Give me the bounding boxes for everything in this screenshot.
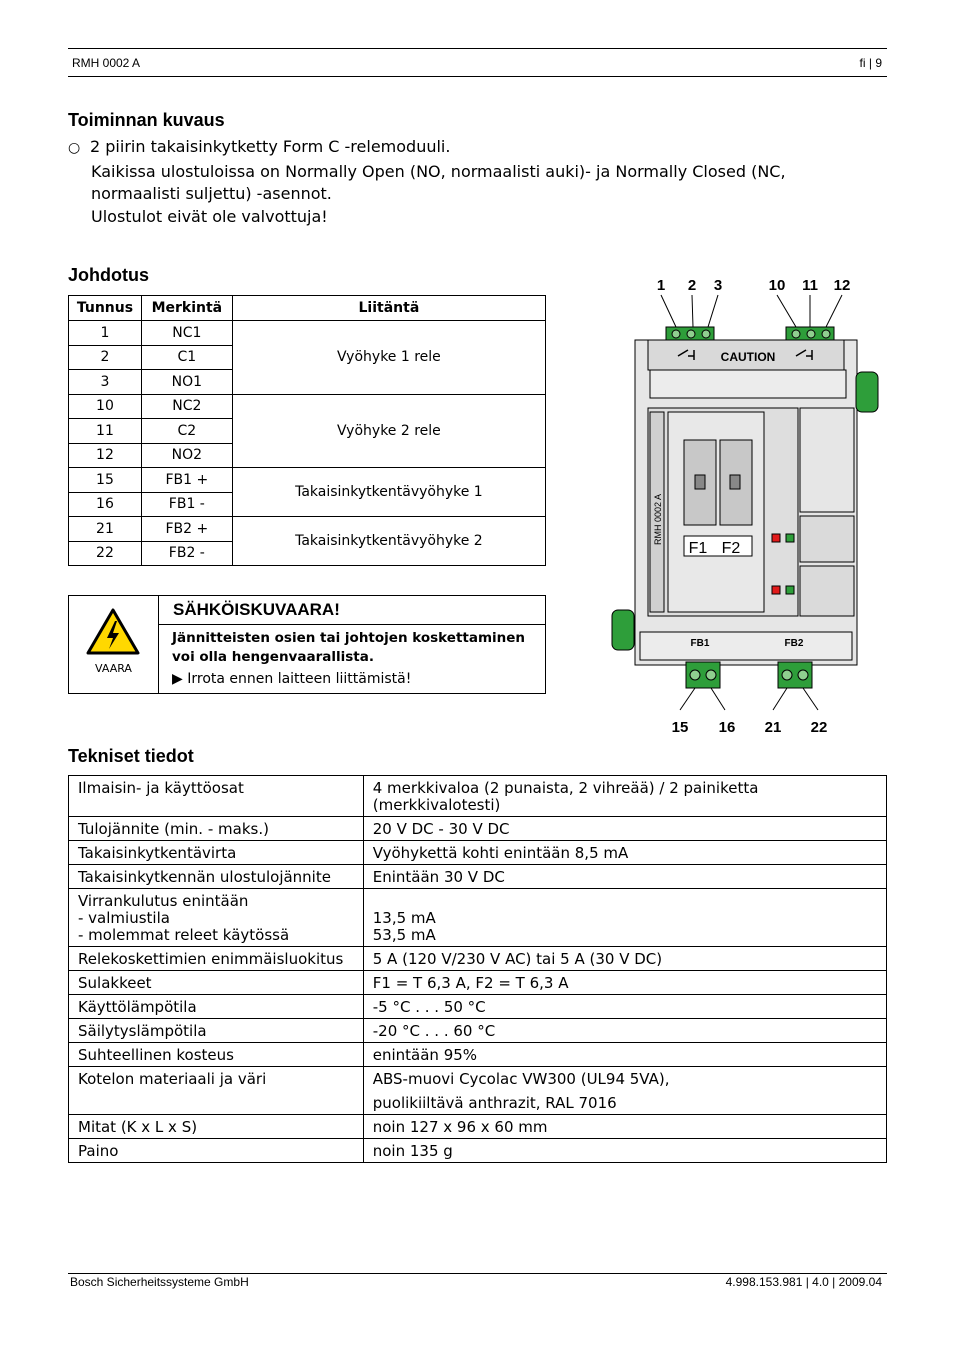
tech-value-cell	[363, 817, 886, 841]
terminal-block-bottom-left	[686, 662, 720, 688]
wiring-header-row	[69, 296, 546, 321]
wiring-header-label: Merkintä	[141, 296, 232, 321]
function-para2: Ulostulot eivät ole valvottuja!	[91, 207, 328, 226]
section-title-tech: Tekniset tiedot	[68, 746, 194, 766]
table-row	[69, 468, 546, 493]
wiring-label: FB1 -	[141, 492, 232, 517]
fb1-label: FB1	[690, 638, 710, 649]
tech-value-cell	[363, 865, 886, 889]
diagram-bottom-label: 15	[671, 719, 689, 736]
terminal-block-top-left	[666, 327, 714, 341]
tech-value: -20 °C . . . 60 °C	[372, 1022, 496, 1040]
warning-text-line2: voi olla hengenvaarallista.	[172, 649, 374, 665]
diagram-top-label: 3	[713, 277, 723, 294]
led-green	[786, 534, 794, 542]
tech-value-cell	[363, 1043, 886, 1067]
wiring-id: 2	[69, 345, 142, 370]
warning-action	[172, 671, 411, 687]
table-row	[69, 995, 887, 1019]
tech-value-cell	[363, 995, 886, 1019]
tech-value-cell	[363, 1019, 886, 1043]
warning-icon-cell	[69, 596, 159, 693]
wiring-label: NC2	[141, 394, 232, 419]
tech-value-cell	[363, 947, 886, 971]
tech-label: Paino	[78, 1142, 119, 1160]
function-para1-line2: normaalisti suljettu) -asennot.	[91, 184, 332, 203]
tech-value-cell	[363, 1067, 886, 1115]
diagram-top-label: 12	[833, 277, 851, 294]
wiring-label: FB2 +	[141, 517, 232, 542]
table-row	[69, 947, 887, 971]
table-row	[69, 841, 887, 865]
leader-lines-bottom	[680, 688, 818, 710]
warning-text-line1: Jännitteisten osien tai johtojen koskettaminen	[172, 630, 526, 646]
tech-label-cell	[69, 776, 364, 817]
tech-value-cell	[363, 1115, 886, 1139]
table-row	[69, 1067, 887, 1115]
tech-value-cell	[363, 971, 886, 995]
leader-lines-top	[661, 295, 842, 327]
section-title-function: Toiminnan kuvaus	[68, 110, 225, 130]
tech-value: (merkkivalotesti)	[372, 796, 501, 814]
header-bottom-rule	[68, 76, 887, 77]
fuse-label-f1: F1	[688, 540, 708, 557]
caution-label: CAUTION	[720, 350, 776, 364]
table-row	[69, 865, 887, 889]
wiring-label: FB1 +	[141, 468, 232, 493]
footer-company: Bosch Sicherheitssysteme GmbH	[70, 1275, 249, 1289]
model-label: RMH 0002 A	[653, 493, 663, 545]
table-row	[69, 1139, 887, 1163]
tech-value: 13,5 mA	[372, 909, 436, 927]
header-doc-id: RMH 0002 A	[72, 56, 141, 70]
tech-value: -5 °C . . . 50 °C	[372, 998, 486, 1016]
tech-label-cell	[69, 1067, 364, 1115]
tech-value: F1 = T 6,3 A, F2 = T 6,3 A	[372, 974, 569, 992]
fb2-label: FB2	[784, 638, 804, 649]
tech-value-cell	[363, 1139, 886, 1163]
footer-doc-ref: 4.998.153.981 | 4.0 | 2009.04	[725, 1275, 882, 1289]
table-row	[69, 889, 887, 947]
tech-value: 53,5 mA	[372, 926, 436, 944]
wiring-header-connection: Liitäntä	[232, 296, 545, 321]
tech-value: 4 merkkivaloa (2 punaista, 2 vihreää) / 2 painiketta	[372, 779, 759, 797]
wiring-group: Vyöhyke 2 rele	[232, 394, 545, 468]
tech-value: puolikiiltävä anthrazit, RAL 7016	[372, 1094, 617, 1112]
tech-label: Takaisinkytkentävirta	[78, 844, 237, 862]
tech-label: Mitat (K x L x S)	[78, 1118, 198, 1136]
table-row	[69, 1043, 887, 1067]
wiring-id: 16	[69, 492, 142, 517]
wiring-label: C1	[141, 345, 232, 370]
table-row	[69, 517, 546, 542]
wiring-group: Takaisinkytkentävyöhyke 2	[232, 517, 545, 566]
function-bullet	[68, 136, 450, 159]
circle-bullet-icon: ○	[68, 140, 81, 156]
section-title-wiring: Johdotus	[68, 265, 149, 285]
tech-label: Ilmaisin- ja käyttöosat	[78, 779, 244, 797]
tech-value-cell	[363, 841, 886, 865]
diagram-bottom-label: 22	[810, 719, 828, 736]
function-bullet-text: 2 piirin takaisinkytketty Form C -relemoduuli.	[90, 137, 451, 156]
tech-label: Suhteellinen kosteus	[78, 1046, 234, 1064]
tech-value-cell	[363, 889, 886, 947]
function-para1-line1: Kaikissa ulostuloissa on Normally Open (NO, normaalisti auki)- ja Normally Closed (NC,	[91, 162, 786, 181]
tech-label: Säilytyslämpötila	[78, 1022, 207, 1040]
diagram-top-label: 2	[687, 277, 697, 294]
header-page-number: fi | 9	[859, 56, 882, 70]
table-row	[69, 1115, 887, 1139]
tech-value: enintään 95%	[372, 1046, 478, 1064]
header-top-rule	[68, 48, 887, 49]
tech-label-cell	[69, 947, 364, 971]
tech-value-cell	[363, 776, 886, 817]
wiring-table	[68, 295, 546, 566]
tech-label-cell	[69, 1115, 364, 1139]
warning-title-cell	[159, 596, 545, 625]
tech-label: Käyttölämpötila	[78, 998, 197, 1016]
tech-label-cell	[69, 865, 364, 889]
table-row	[69, 394, 546, 419]
warning-title: SÄHKÖISKUVAARA!	[173, 600, 340, 619]
tech-label-cell	[69, 1019, 364, 1043]
tech-value	[373, 893, 877, 910]
tech-label-cell	[69, 841, 364, 865]
warning-text	[172, 629, 525, 667]
side-clip-right	[856, 372, 878, 412]
wiring-label: C2	[141, 419, 232, 444]
tech-value: 20 V DC - 30 V DC	[372, 820, 510, 838]
warning-box	[68, 595, 546, 694]
wiring-group: Takaisinkytkentävyöhyke 1	[232, 468, 545, 517]
tech-label-cell	[69, 971, 364, 995]
tech-value: 5 A (120 V/230 V AC) tai 5 A (30 V DC)	[372, 950, 663, 968]
wiring-id: 10	[69, 394, 142, 419]
led-green	[786, 586, 794, 594]
tech-value: ABS-muovi Cycolac VW300 (UL94 5VA),	[372, 1070, 670, 1088]
wiring-group: Vyöhyke 1 rele	[232, 321, 545, 395]
wiring-id: 3	[69, 370, 142, 395]
diagram-bottom-label: 16	[718, 719, 736, 736]
tech-label-cell	[69, 1043, 364, 1067]
function-para1	[91, 161, 786, 205]
table-row	[69, 321, 546, 346]
wiring-label: NO1	[141, 370, 232, 395]
wiring-label: FB2 -	[141, 541, 232, 566]
tech-value: Vyöhykettä kohti enintään 8,5 mA	[372, 844, 629, 862]
tech-label: Relekoskettimien enimmäisluokitus	[78, 950, 344, 968]
wiring-header-id: Tunnus	[69, 296, 142, 321]
led-red	[772, 534, 780, 542]
warning-action-text: Irrota ennen laitteen liittämistä!	[187, 671, 412, 687]
tech-label-cell	[69, 995, 364, 1019]
device-diagram	[600, 270, 890, 745]
warning-icon-label: VAARA	[95, 662, 132, 675]
tech-label: Tulojännite (min. - maks.)	[78, 820, 269, 838]
table-row	[69, 817, 887, 841]
table-row	[69, 971, 887, 995]
tech-value: noin 127 x 96 x 60 mm	[372, 1118, 548, 1136]
table-row	[69, 1019, 887, 1043]
wiring-id: 1	[69, 321, 142, 346]
diagram-top-label: 10	[768, 277, 786, 294]
diagram-bottom-label: 21	[764, 719, 782, 736]
fuse-label-f2: F2	[721, 540, 741, 557]
terminal-block-bottom-right	[778, 662, 812, 688]
wiring-label: NC1	[141, 321, 232, 346]
table-row	[69, 776, 887, 817]
wiring-id: 21	[69, 517, 142, 542]
tech-label: Takaisinkytkennän ulostulojännite	[78, 868, 331, 886]
arrow-right-icon: ▶	[172, 671, 183, 687]
wiring-id: 22	[69, 541, 142, 566]
led-red	[772, 586, 780, 594]
footer-rule	[68, 1273, 887, 1274]
wiring-id: 11	[69, 419, 142, 444]
diagram-top-label: 11	[802, 277, 818, 294]
tech-value: noin 135 g	[372, 1142, 453, 1160]
tech-table	[68, 775, 887, 1163]
tech-label: - molemmat releet käytössä	[78, 926, 290, 944]
tech-label: Kotelon materiaali ja väri	[78, 1070, 267, 1088]
side-clip-left	[612, 610, 634, 650]
wiring-label: NO2	[141, 443, 232, 468]
tech-label-cell	[69, 1139, 364, 1163]
tech-value: Enintään 30 V DC	[372, 868, 505, 886]
terminal-block-top-right	[786, 327, 834, 341]
high-voltage-warning-icon	[86, 607, 140, 655]
tech-label: Sulakkeet	[78, 974, 152, 992]
diagram-top-label: 1	[656, 277, 666, 294]
tech-label: Virrankulutus enintään	[78, 892, 249, 910]
wiring-id: 15	[69, 468, 142, 493]
tech-label: - valmiustila	[78, 909, 170, 927]
tech-label-cell	[69, 889, 364, 947]
tech-label-cell	[69, 817, 364, 841]
wiring-id: 12	[69, 443, 142, 468]
